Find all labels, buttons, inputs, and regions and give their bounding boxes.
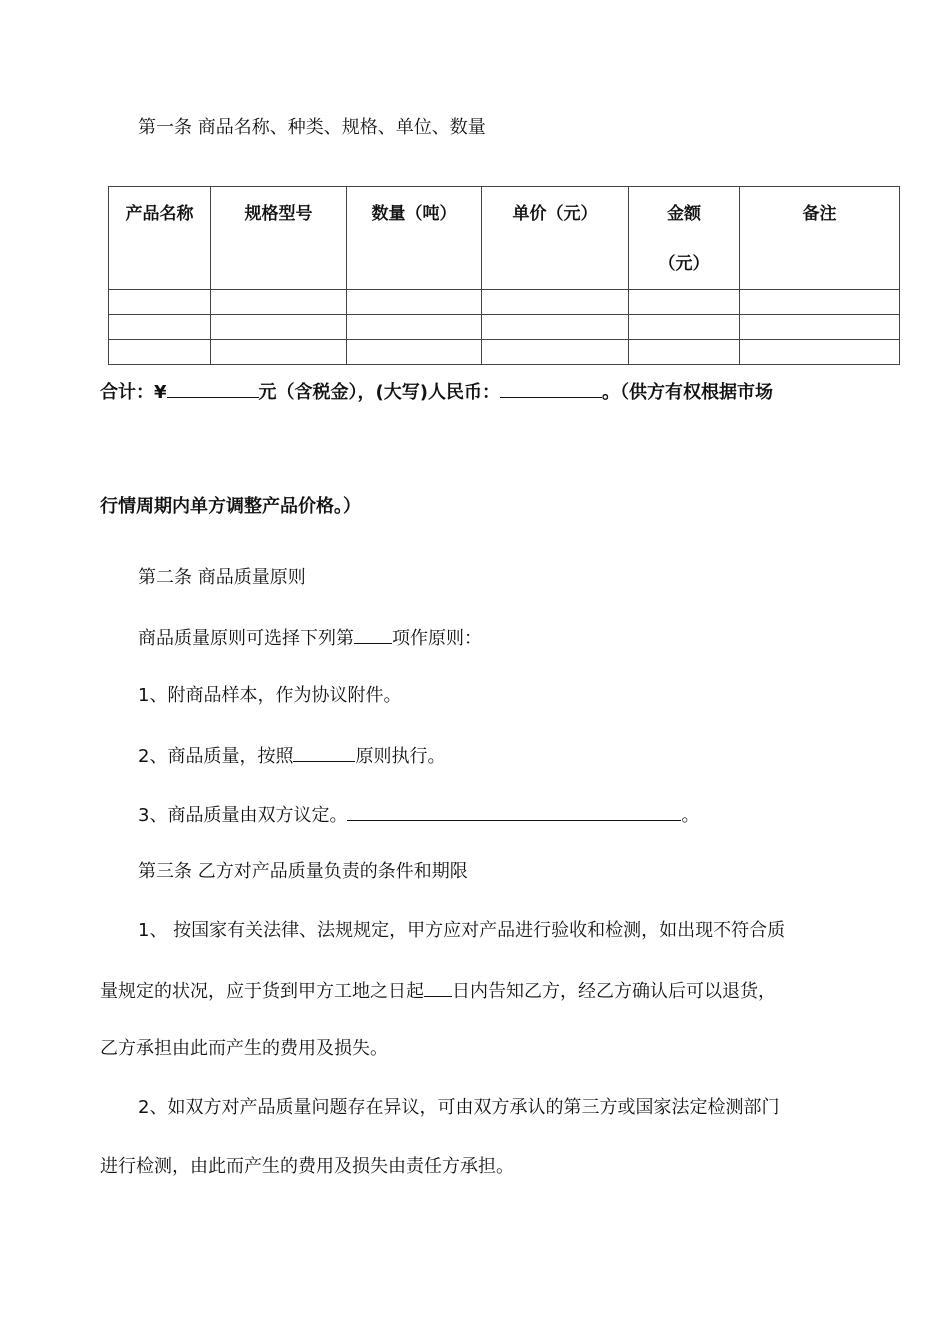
table-cell [740,315,900,340]
article2-item1: 1、附商品样本，作为协议附件。 [138,685,402,706]
header-product-name: 产品名称 [109,187,211,290]
goods-table [108,186,900,365]
article2-item2 [138,743,445,769]
article1-heading: 第一条 商品名称、种类、规格、单位、数量 [138,117,486,138]
table-cell [740,340,900,365]
table-row [109,315,900,340]
article2-item3 [138,802,699,828]
table-cell [211,340,347,365]
header-quantity: 数量（吨） [347,187,482,290]
table-cell [629,340,740,365]
article2-item2-start: 2、商品质量，按照 [138,746,294,767]
total-tail: 。（供方有权根据市场 [601,382,773,403]
table-cell [347,315,482,340]
header-amount-label: 金额 [667,204,701,224]
article2-item2-end: 原则执行。 [355,746,446,767]
table-row [109,290,900,315]
article2-intro-end: 项作原则： [392,628,482,649]
total-amount-blank [167,379,259,398]
table-cell [629,315,740,340]
header-spec-model: 规格型号 [211,187,347,290]
article3-p2-line2: 进行检测，由此而产生的费用及损失由责任方承担。 [100,1156,514,1177]
total-line [100,379,773,405]
article3-p2-line1: 2、如双方对产品质量问题存在异议，可由双方承认的第三方或国家法定检测部门 [138,1097,780,1118]
article2-intro [138,625,482,651]
agreed-quality-blank [347,802,681,821]
table-cell [109,315,211,340]
table-cell [109,290,211,315]
total-label: 合计：¥ [100,382,167,403]
article2-heading: 第二条 商品质量原则 [138,567,306,588]
table-cell [482,290,629,315]
table-cell [347,340,482,365]
total-uppercase-blank [500,379,602,398]
header-amount [629,187,740,290]
total-mid: 元（含税金），(大写)人民币： [258,382,500,403]
table-cell [109,340,211,365]
table-header-row [109,187,900,290]
article3-p1-line2 [100,978,776,1004]
table-cell [482,315,629,340]
article3-heading: 第三条 乙方对产品质量负责的条件和期限 [138,861,468,882]
table-cell [211,290,347,315]
header-amount-unit: （元） [658,254,710,274]
table-cell [347,290,482,315]
notice-days-blank [424,978,452,997]
article2-item3-start: 3、商品质量由双方议定。 [138,805,348,826]
table-row [109,340,900,365]
article2-item3-end: 。 [681,805,700,826]
option-number-blank [354,625,392,644]
article3-p1-line3: 乙方承担由此而产生的费用及损失。 [100,1038,388,1059]
header-remarks: 备注 [740,187,900,290]
article3-p1-line2-start: 量规定的状况，应于货到甲方工地之日起 [100,981,424,1002]
total-line-continued: 行情周期内单方调整产品价格。） [100,496,361,517]
article3-p1-line1: 1、 按国家有关法律、法规规定，甲方应对产品进行验收和检测，如出现不符合质 [138,920,786,941]
table-cell [211,315,347,340]
table-cell [629,290,740,315]
table-cell [482,340,629,365]
article3-p1-line2-end: 日内告知乙方，经乙方确认后可以退货， [452,981,776,1002]
quality-standard-blank [293,743,355,762]
article2-intro-start: 商品质量原则可选择下列第 [138,628,354,649]
table-cell [740,290,900,315]
header-unit-price: 单价（元） [482,187,629,290]
